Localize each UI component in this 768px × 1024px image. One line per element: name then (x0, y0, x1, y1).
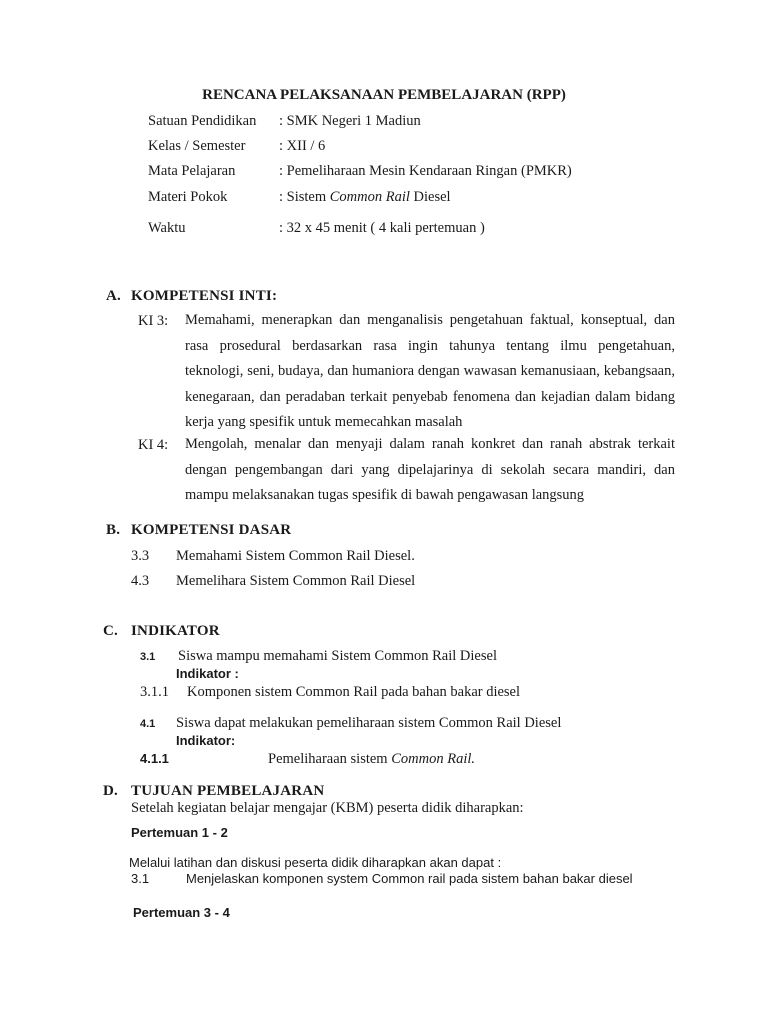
indikator-code-3-1-1: 3.1.1 (140, 684, 169, 700)
section-d-letter: D. (103, 783, 118, 799)
info-value-waktu: : 32 x 45 menit ( 4 kali pertemuan ) (279, 220, 485, 236)
kd-code-4-3: 4.3 (131, 573, 150, 589)
info-label-waktu: Waktu (148, 220, 186, 236)
info-label-materi: Materi Pokok (148, 189, 228, 205)
indikator-text-4-1: Siswa dapat melakukan pemeliharaan sistem Common Rail Diesel (176, 715, 562, 731)
ki4-text: Mengolah, menalar dan menyaji dalam ranah konkret dan ranah abstrak terkait dengan pengembangan dari yang dipelajarinya di sekolah secara mandiri, dan mampu melaksanakan tugas spesifik di bawah pengawasan langsung (185, 436, 675, 503)
materi-prefix: : Sistem (279, 189, 330, 205)
indikator-4-1-1-prefix: Pemeliharaan sistem (268, 751, 392, 767)
indikator-code-4-1: 4.1 (140, 718, 156, 730)
section-c-heading: INDIKATOR (131, 623, 220, 639)
ki4-code: KI 4: (138, 437, 169, 453)
indikator-text-3-1-1: Komponen sistem Common Rail pada bahan bakar diesel (187, 684, 521, 700)
section-c-letter: C. (103, 623, 118, 639)
materi-suffix: Diesel (409, 189, 451, 205)
info-value-materi (279, 189, 451, 206)
indikator-text-3-1: Siswa mampu memahami Sistem Common Rail Diesel (178, 648, 497, 664)
indikator-4-1-1-italic: Common Rail. (391, 751, 475, 767)
indikator-label-2: Indikator: (176, 733, 236, 748)
indikator-label-1: Indikator : (176, 666, 239, 681)
document-title: RENCANA PELAKSANAAN PEMBELAJARAN (RPP) (202, 87, 566, 103)
info-value-satuan: : SMK Negeri 1 Madiun (279, 113, 421, 129)
section-b-letter: B. (106, 522, 121, 538)
info-label-mapel: Mata Pelajaran (148, 163, 236, 179)
section-b-heading: KOMPETENSI DASAR (131, 522, 292, 538)
indikator-code-4-1-1: 4.1.1 (140, 751, 169, 766)
info-label-satuan: Satuan Pendidikan (148, 113, 257, 129)
ki3-code: KI 3: (138, 313, 169, 329)
section-a-letter: A. (106, 288, 121, 304)
section-d-heading: TUJUAN PEMBELAJARAN (131, 783, 325, 799)
info-value-kelas: : XII / 6 (279, 138, 326, 154)
pertemuan-1-2-heading: Pertemuan 1 - 2 (131, 825, 228, 840)
indikator-text-4-1-1 (268, 751, 475, 768)
indikator-code-3-1: 3.1 (140, 651, 156, 663)
tujuan-intro: Setelah kegiatan belajar mengajar (KBM) peserta didik diharapkan: (131, 800, 524, 816)
materi-italic: Common Rail (329, 189, 410, 205)
ki3-text: Memahami, menerapkan dan menganalisis pengetahuan faktual, konseptual, dan rasa prosedural berdasarkan rasa ingin tahunya tentang ilmu pengetahuan, teknologi, seni, budaya, dan humaniora dengan wawasan kemanusiaan, kebangsaan, kenegaraan, dan peradaban terkait penyebab fenomena dan kejadian dalam bidang kerja yang spesifik untuk memecahkan masalah (185, 312, 675, 430)
kd-text-3-3: Memahami Sistem Common Rail Diesel. (176, 548, 415, 564)
kd-code-3-3: 3.3 (131, 548, 150, 564)
info-value-mapel: : Pemeliharaan Mesin Kendaraan Ringan (PMKR) (279, 163, 572, 179)
pertemuan-3-4-heading: Pertemuan 3 - 4 (133, 905, 230, 920)
info-label-kelas: Kelas / Semester (148, 138, 246, 154)
tujuan-code-3-1: 3.1 (131, 871, 150, 886)
section-a-heading: KOMPETENSI INTI: (131, 288, 278, 304)
tujuan-text-3-1: Menjelaskan komponen system Common rail pada sistem bahan bakar diesel (186, 871, 633, 886)
kd-text-4-3: Memelihara Sistem Common Rail Diesel (176, 573, 416, 589)
pertemuan-1-2-intro: Melalui latihan dan diskusi peserta didik diharapkan akan dapat : (129, 855, 502, 870)
